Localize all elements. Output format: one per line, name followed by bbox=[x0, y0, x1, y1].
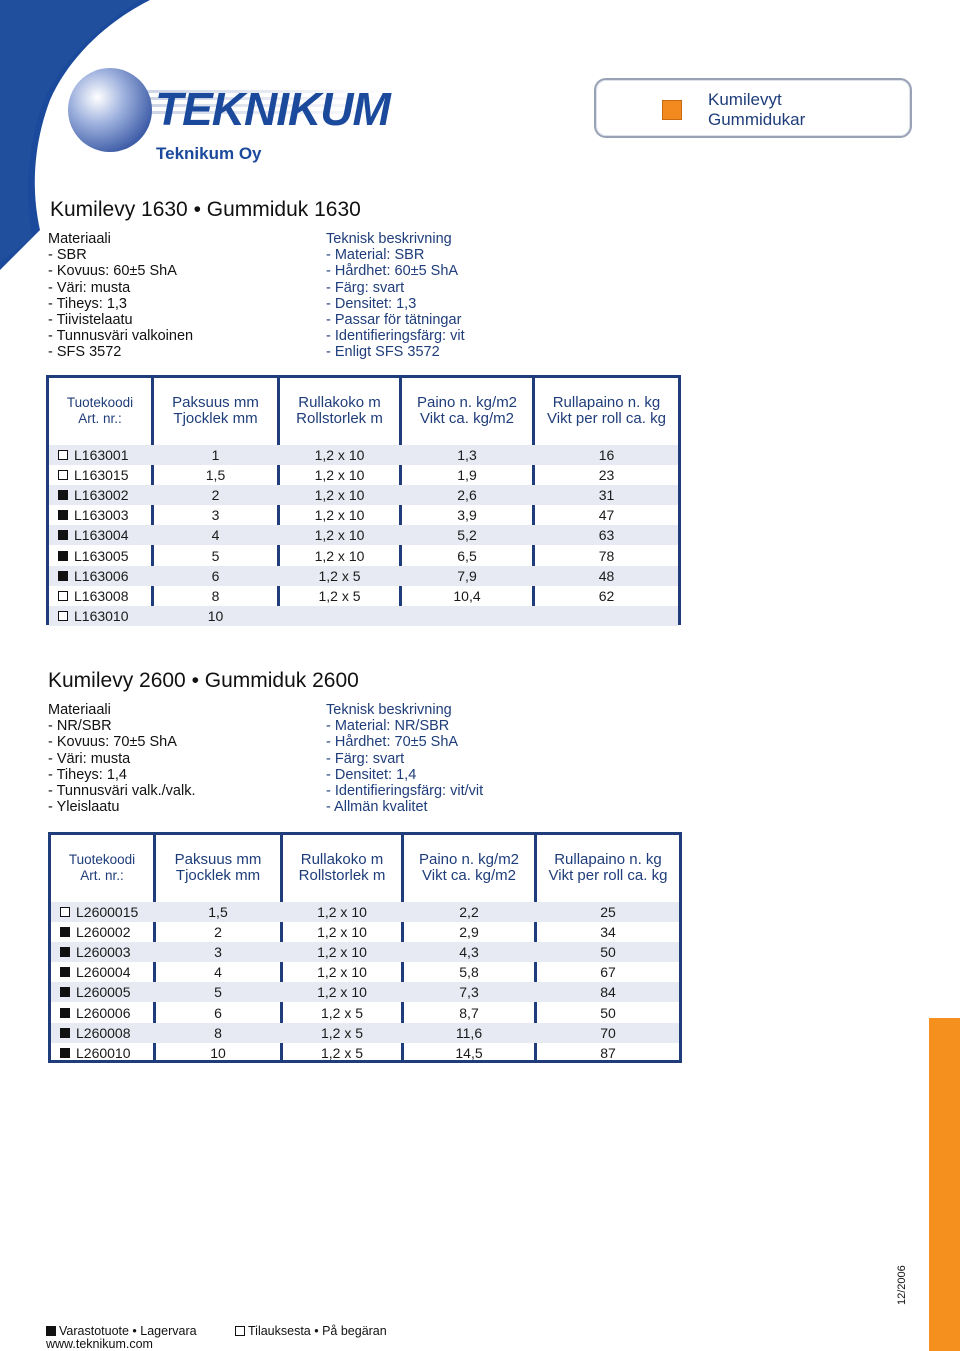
spec-line: Teknisk beskrivning bbox=[326, 231, 452, 247]
header-weight-sv: Vikt ca. kg/m2 bbox=[420, 410, 514, 427]
date-code: 12/2006 bbox=[896, 1265, 908, 1305]
header-rollweight-fi: Rullapaino n. kg bbox=[552, 394, 661, 411]
filled-square-icon bbox=[58, 490, 68, 500]
spec-line: - SBR bbox=[48, 247, 87, 264]
header-rollweight-sv: Vikt per roll ca. kg bbox=[548, 867, 668, 884]
spec-line: - Densitet: 1,3 bbox=[326, 295, 417, 312]
cell-rollsize: 1,2 x 5 bbox=[320, 1024, 364, 1041]
category-color-swatch bbox=[662, 100, 682, 120]
cell-thickness: 10 bbox=[207, 607, 224, 624]
spec-line: - Densitet: 1,4 bbox=[326, 766, 417, 783]
cell-thickness: 3 bbox=[214, 944, 222, 961]
cell-rollsize: 1,2 x 10 bbox=[314, 447, 365, 463]
table-row bbox=[49, 505, 678, 525]
cell-rollweight: 16 bbox=[598, 447, 615, 463]
header-rollsize-fi: Rullakoko m bbox=[298, 394, 381, 411]
category-title-sv: Gummidukar bbox=[708, 110, 806, 129]
cell-rollsize: 1,2 x 5 bbox=[320, 1044, 364, 1061]
open-square-icon bbox=[58, 470, 68, 480]
filled-square-icon bbox=[58, 530, 68, 540]
cell-rollsize: 1,2 x 10 bbox=[314, 467, 365, 484]
header-weight-fi: Paino n. kg/m2 bbox=[416, 394, 518, 411]
cell-code: L163002 bbox=[74, 487, 129, 504]
cell-rollsize: 1,2 x 10 bbox=[314, 507, 365, 524]
spec-line: - Tiheys: 1,3 bbox=[48, 295, 127, 312]
spec-line: - Passar för tätningar bbox=[326, 312, 462, 329]
table-row bbox=[49, 525, 678, 545]
spec-line: - NR/SBR bbox=[48, 718, 112, 735]
table-row bbox=[51, 962, 679, 982]
cell-rollsize: 1,2 x 10 bbox=[317, 924, 367, 941]
header-rollsize bbox=[280, 378, 399, 444]
cell-thickness: 6 bbox=[214, 1004, 222, 1021]
section2-table bbox=[48, 832, 682, 1063]
cell-weight: 8,7 bbox=[459, 1004, 479, 1021]
table-row bbox=[49, 586, 678, 606]
table-row bbox=[49, 546, 678, 566]
website-link[interactable]: www.teknikum.com bbox=[46, 1337, 153, 1351]
cell-rollsize: 1,2 x 10 bbox=[317, 904, 367, 920]
cell-rollweight: 50 bbox=[600, 944, 616, 961]
header-thickness-fi: Paksuus mm bbox=[174, 851, 262, 868]
cell-rollsize: 1,2 x 10 bbox=[317, 984, 367, 1001]
filled-square-icon bbox=[60, 987, 70, 997]
brand-logo-text: TEKNIKUM bbox=[155, 83, 390, 135]
cell-rollweight: 84 bbox=[600, 984, 616, 1001]
filled-square-icon bbox=[60, 927, 70, 937]
header-code-sv: Art. nr.: bbox=[78, 411, 122, 426]
spec-line: - Material: NR/SBR bbox=[326, 718, 450, 735]
cell-weight bbox=[402, 606, 532, 626]
spec-line: - Allmän kvalitet bbox=[326, 799, 428, 816]
spec-line: - Färg: svart bbox=[326, 750, 405, 767]
cell-thickness: 5 bbox=[211, 547, 220, 564]
cell-thickness: 6 bbox=[211, 567, 220, 584]
spec-line: - Väri: musta bbox=[48, 750, 131, 767]
header-code-sv: Art. nr.: bbox=[80, 868, 124, 883]
cell-rollweight: 50 bbox=[600, 1004, 616, 1021]
filled-square-icon bbox=[58, 510, 68, 520]
header-rollweight-fi: Rullapaino n. kg bbox=[554, 851, 662, 868]
spec-line: - Tunnusväri valk./valk. bbox=[48, 783, 196, 800]
header-weight bbox=[402, 378, 532, 444]
table-row bbox=[51, 922, 679, 942]
cell-thickness: 10 bbox=[210, 1044, 226, 1061]
header-rollsize bbox=[283, 835, 401, 901]
cell-code: L260004 bbox=[76, 964, 131, 981]
spec-line: Materiaali bbox=[48, 702, 111, 718]
cell-thickness: 3 bbox=[211, 507, 220, 524]
cell-code: L163008 bbox=[74, 587, 129, 604]
filled-square-icon bbox=[60, 1048, 70, 1058]
header-weight bbox=[404, 835, 534, 901]
filled-square-icon bbox=[46, 1326, 56, 1336]
open-square-icon bbox=[58, 450, 68, 460]
header-rollsize-fi: Rullakoko m bbox=[300, 851, 384, 868]
legend-stock bbox=[46, 1324, 197, 1338]
spec-line: - Färg: svart bbox=[326, 279, 405, 296]
spec-line: Materiaali bbox=[48, 231, 111, 247]
filled-square-icon bbox=[58, 571, 68, 581]
header-code-fi: Tuotekoodi bbox=[68, 852, 136, 867]
table-row bbox=[49, 606, 678, 626]
accent-bar bbox=[929, 1018, 960, 1351]
legend-order bbox=[235, 1324, 387, 1338]
cell-rollweight: 47 bbox=[598, 507, 615, 524]
cell-thickness: 1 bbox=[211, 447, 220, 463]
spec-line: - Kovuus: 70±5 ShA bbox=[48, 734, 177, 751]
cell-code: L163005 bbox=[74, 547, 129, 564]
cell-thickness: 8 bbox=[211, 587, 220, 604]
cell-thickness: 4 bbox=[214, 964, 222, 981]
header-rollsize-sv: Rollstorlek m bbox=[298, 867, 386, 884]
filled-square-icon bbox=[60, 947, 70, 957]
cell-rollweight: 63 bbox=[598, 527, 615, 544]
header-rollweight bbox=[537, 835, 679, 901]
filled-square-icon bbox=[60, 1008, 70, 1018]
cell-rollweight: 25 bbox=[600, 904, 616, 920]
table-row bbox=[51, 982, 679, 1002]
cell-weight: 3,9 bbox=[457, 507, 477, 524]
open-square-icon bbox=[58, 591, 68, 601]
header-code bbox=[51, 835, 153, 901]
filled-square-icon bbox=[58, 551, 68, 561]
header-thickness bbox=[156, 835, 280, 901]
header-code bbox=[49, 378, 151, 444]
table-row bbox=[49, 485, 678, 505]
cell-rollweight: 70 bbox=[600, 1024, 616, 1041]
cell-thickness: 2 bbox=[214, 924, 222, 941]
section1-table bbox=[46, 375, 681, 625]
cell-weight: 5,2 bbox=[457, 527, 477, 544]
cell-code: L260003 bbox=[76, 944, 131, 961]
cell-weight: 5,8 bbox=[459, 964, 479, 981]
spec-line: - Hårdhet: 70±5 ShA bbox=[326, 734, 459, 751]
cell-rollweight bbox=[535, 606, 678, 626]
table-row bbox=[51, 1023, 679, 1043]
cell-weight: 2,2 bbox=[459, 904, 479, 920]
header-thickness bbox=[154, 378, 277, 444]
category-box bbox=[594, 78, 912, 138]
cell-weight: 2,6 bbox=[457, 487, 477, 504]
section2-specs-fi bbox=[48, 702, 195, 815]
section1-specs-sv bbox=[326, 231, 465, 361]
cell-rollweight: 34 bbox=[600, 924, 616, 941]
cell-code: L2600015 bbox=[76, 904, 139, 920]
spec-line: - Yleislaatu bbox=[48, 799, 120, 816]
spec-line: - Väri: musta bbox=[48, 279, 131, 296]
cell-code: L163015 bbox=[74, 467, 129, 484]
cell-thickness: 8 bbox=[214, 1024, 222, 1041]
header-rollsize-sv: Rollstorlek m bbox=[296, 410, 383, 427]
cell-rollsize bbox=[280, 606, 399, 626]
cell-code: L163004 bbox=[74, 527, 129, 544]
table-row bbox=[49, 566, 678, 586]
cell-rollweight: 48 bbox=[598, 567, 615, 584]
spec-line: - Tiivistelaatu bbox=[48, 312, 133, 329]
filled-square-icon bbox=[60, 967, 70, 977]
cell-weight: 4,3 bbox=[459, 944, 479, 961]
cell-thickness: 5 bbox=[214, 984, 222, 1001]
spec-line: - SFS 3572 bbox=[48, 344, 122, 361]
section2-title: Kumilevy 2600 • Gummiduk 2600 bbox=[48, 669, 359, 692]
cell-thickness: 4 bbox=[211, 527, 220, 544]
header-weight-sv: Vikt ca. kg/m2 bbox=[422, 867, 516, 884]
header-code-fi: Tuotekoodi bbox=[66, 395, 134, 410]
header-rollweight-sv: Vikt per roll ca. kg bbox=[547, 410, 666, 427]
section1-specs-fi bbox=[48, 231, 193, 361]
cell-weight: 7,3 bbox=[459, 984, 479, 1001]
cell-code: L260002 bbox=[76, 924, 131, 941]
table-row bbox=[51, 942, 679, 962]
cell-thickness: 2 bbox=[211, 487, 220, 504]
spec-line: - Identifieringsfärg: vit/vit bbox=[326, 783, 484, 800]
section1-title: Kumilevy 1630 • Gummiduk 1630 bbox=[50, 198, 361, 221]
cell-rollweight: 87 bbox=[600, 1044, 616, 1061]
open-square-icon bbox=[60, 907, 70, 917]
cell-rollweight: 31 bbox=[598, 487, 615, 504]
cell-rollsize: 1,2 x 10 bbox=[317, 964, 367, 981]
legend-order-label: Tilauksesta • På begäran bbox=[248, 1324, 387, 1338]
cell-weight: 2,9 bbox=[459, 924, 479, 941]
spec-line: - Tunnusväri valkoinen bbox=[48, 328, 194, 345]
cell-code: L260005 bbox=[76, 984, 131, 1001]
section2-specs-sv bbox=[326, 702, 483, 815]
cell-code: L260006 bbox=[76, 1004, 131, 1021]
cell-rollsize: 1,2 x 10 bbox=[314, 547, 365, 564]
open-square-icon bbox=[58, 611, 68, 621]
table-row bbox=[49, 445, 678, 465]
spec-line: - Material: SBR bbox=[326, 247, 425, 264]
cell-weight: 11,6 bbox=[455, 1024, 483, 1041]
cell-code: L163006 bbox=[74, 567, 129, 584]
cell-rollsize: 1,2 x 10 bbox=[314, 527, 365, 544]
cell-code: L163010 bbox=[74, 607, 129, 624]
cell-rollweight: 62 bbox=[598, 587, 615, 604]
header-rollweight bbox=[535, 378, 678, 444]
cell-rollsize: 1,2 x 10 bbox=[314, 487, 365, 504]
cell-rollweight: 67 bbox=[600, 964, 616, 981]
header-thickness-sv: Tjocklek mm bbox=[175, 867, 261, 884]
header-thickness-sv: Tjocklek mm bbox=[173, 410, 258, 427]
cell-weight: 10,4 bbox=[453, 587, 481, 604]
category-title-fi: Kumilevyt bbox=[708, 90, 782, 109]
cell-rollsize: 1,2 x 10 bbox=[317, 944, 367, 961]
filled-square-icon bbox=[60, 1028, 70, 1038]
table-row bbox=[49, 465, 678, 485]
cell-code: L163003 bbox=[74, 507, 129, 524]
table-row bbox=[51, 1003, 679, 1023]
header-thickness-fi: Paksuus mm bbox=[172, 394, 259, 411]
spec-line: - Enligt SFS 3572 bbox=[326, 344, 440, 361]
open-square-icon bbox=[235, 1326, 245, 1336]
cell-rollweight: 23 bbox=[598, 467, 615, 484]
company-name: Teknikum Oy bbox=[156, 144, 262, 163]
cell-rollsize: 1,2 x 5 bbox=[318, 587, 361, 604]
table-row bbox=[51, 902, 679, 922]
cell-code: L260008 bbox=[76, 1024, 131, 1041]
cell-rollweight: 78 bbox=[598, 547, 615, 564]
spec-line: - Tiheys: 1,4 bbox=[48, 766, 127, 783]
spec-line: - Hårdhet: 60±5 ShA bbox=[326, 263, 459, 280]
cell-thickness: 1,5 bbox=[208, 904, 228, 920]
cell-weight: 6,5 bbox=[457, 547, 477, 564]
spec-line: - Identifieringsfärg: vit bbox=[326, 328, 465, 345]
cell-weight: 7,9 bbox=[457, 567, 477, 584]
cell-code: L163001 bbox=[74, 447, 129, 463]
cell-weight: 1,9 bbox=[457, 467, 477, 484]
cell-rollsize: 1,2 x 5 bbox=[318, 567, 361, 584]
cell-weight: 14,5 bbox=[455, 1044, 483, 1061]
cell-rollsize: 1,2 x 5 bbox=[320, 1004, 364, 1021]
cell-code: L260010 bbox=[76, 1044, 131, 1061]
legend-stock-label: Varastotuote • Lagervara bbox=[59, 1324, 197, 1338]
spec-line: Teknisk beskrivning bbox=[326, 702, 452, 718]
cell-thickness: 1,5 bbox=[205, 467, 226, 484]
header-weight-fi: Paino n. kg/m2 bbox=[418, 851, 520, 868]
spec-line: - Kovuus: 60±5 ShA bbox=[48, 263, 177, 280]
cell-weight: 1,3 bbox=[457, 447, 477, 463]
table-row bbox=[51, 1043, 679, 1063]
